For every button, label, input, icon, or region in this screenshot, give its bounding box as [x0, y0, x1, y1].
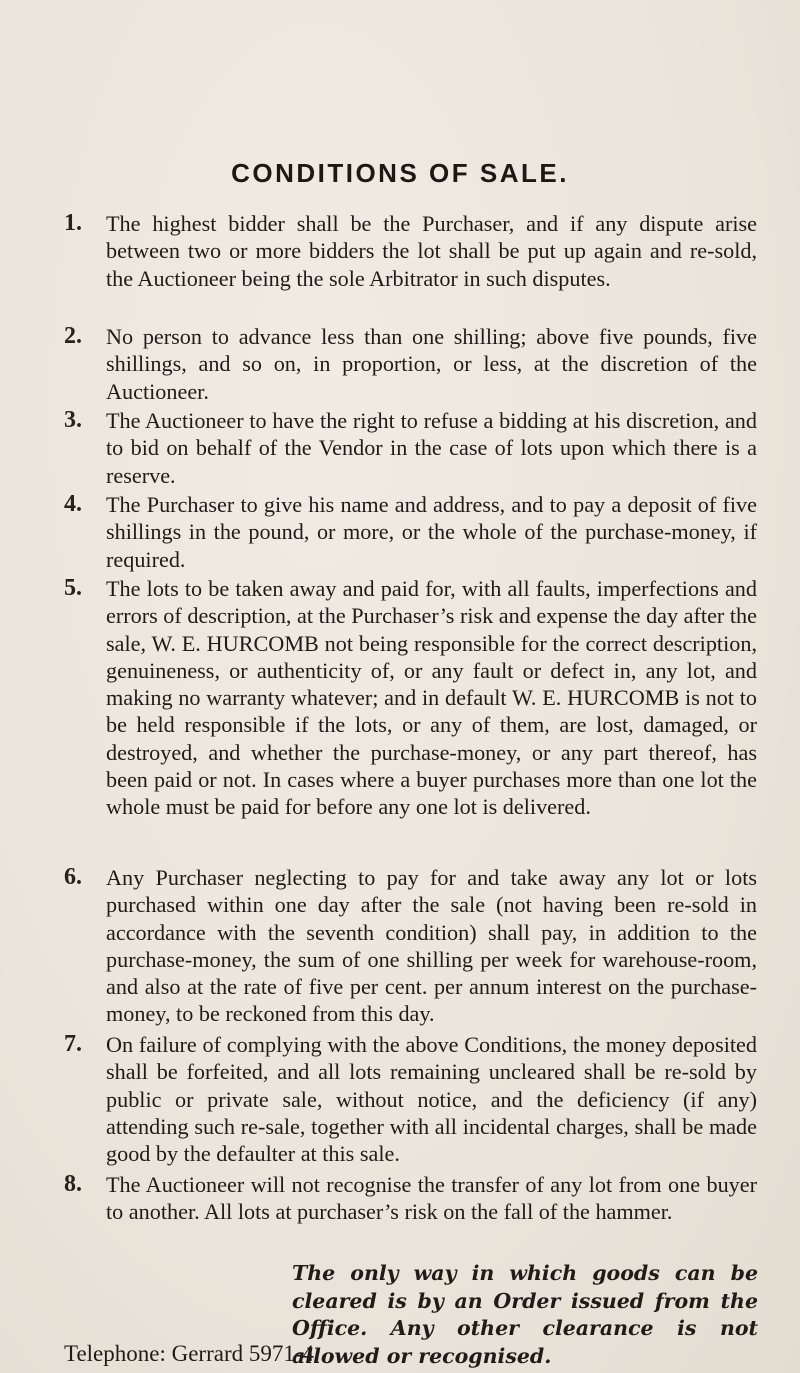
condition-number: 4. [64, 491, 82, 517]
condition-number: 6. [64, 864, 82, 890]
condition-text: The Auctioneer will not recognise the transfer of any lot from one buyer to another. All lots at purchaser’s risk on the fall of the hammer. [106, 1172, 757, 1225]
condition-number: 3. [64, 407, 82, 433]
condition-number: 7. [64, 1031, 82, 1057]
condition-number: 8. [64, 1171, 82, 1197]
condition-text: The highest bidder shall be the Purchaser, and if any dispute arise between two or more bidders the lot shall be put up again and re-sold, the Auctioneer being the sole Arbitrator in such disputes. [106, 211, 757, 291]
telephone-line: Telephone: Gerrard 5971-4. [64, 1341, 320, 1366]
condition-number: 1. [64, 210, 82, 236]
condition-text: The Purchaser to give his name and address, and to pay a deposit of five shillings in the pound, or more, or the whole of the purchase-money, if required. [106, 492, 757, 572]
condition-text: Any Purchaser neglecting to pay for and take away any lot or lots purchased within one day after the sale (not having been re-sold in accordance with the seventh condition) shall pay, in addition to the purchase-money, the sum of one shilling per week for warehouse-room, and also at the rate of five per cent. per annum interest on the purchase-money, to be reckoned from this day. [106, 865, 757, 1027]
condition-number: 2. [64, 323, 82, 349]
clearance-notice: The only way in which goods can be cleared is by an Order issued from the Office. Any other clearance is not allowed or recognised. [292, 1261, 758, 1368]
condition-text: No person to advance less than one shilling; above five pounds, five shillings, and so on, in proportion, or less, at the discretion of the Auctioneer. [106, 324, 757, 404]
condition-number: 5. [64, 575, 82, 601]
condition-text: On failure of complying with the above Conditions, the money deposited shall be forfeited, and all lots remaining uncleared shall be re-sold by public or private sale, without notice, and the deficiency (if any) attending such re-sale, together with all incidental charges, shall be made good by the defaulter at this sale. [106, 1032, 757, 1167]
condition-text: The lots to be taken away and paid for, with all faults, imperfections and errors of description, at the Purchaser’s risk and expense the day after the sale, W. E. HURCOMB not being responsible for the correct description, genuineness, or authenticity of, or any fault or defect in, any lot, and making no warranty whatever; and in default W. E. HURCOMB is not to be held responsible if the lots, or any of them, are lost, damaged, or destroyed, and whether the purchase-money, or any part thereof, has been paid or not. In cases where a buyer purchases more than one lot the whole must be paid for before any one lot is delivered. [106, 576, 757, 820]
condition-text: The Auctioneer to have the right to refuse a bidding at his discretion, and to bid on behalf of the Vendor in the case of lots upon which there is a reserve. [106, 408, 757, 488]
page-title: CONDITIONS OF SALE. [231, 158, 569, 188]
